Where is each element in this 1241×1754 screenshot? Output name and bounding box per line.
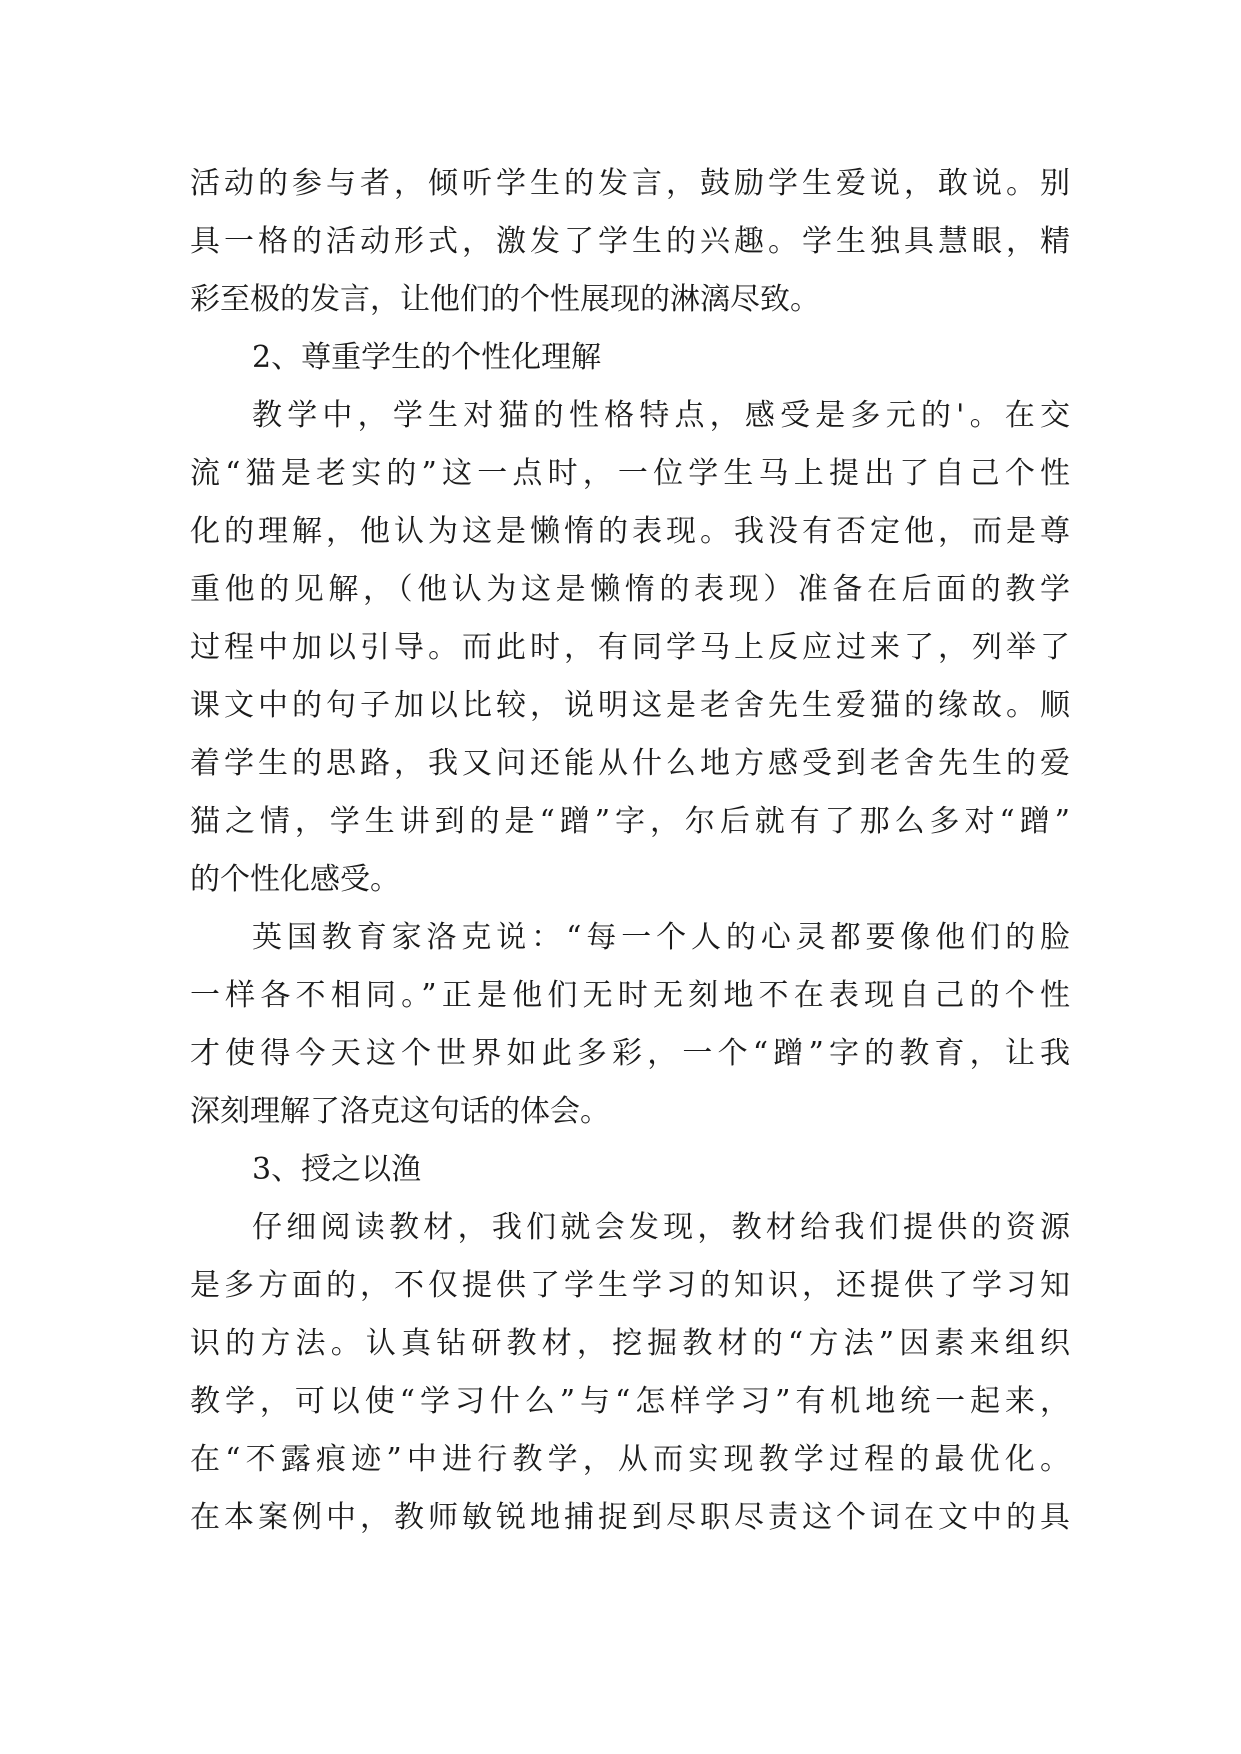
text-line: 3、授之以渔: [252, 1152, 422, 1187]
text-line: 彩至极的发言，让他们的个性展现的淋漓尽致。: [190, 282, 820, 317]
text-line: 的个性化感受。: [190, 862, 400, 897]
text-line: 化的理解，他认为这是懒惰的表现。我没有否定他，而是尊: [190, 514, 1070, 549]
text-line: 在“不露痕迹”中进行教学，从而实现教学过程的最优化。: [190, 1442, 1070, 1477]
text-line: 才使得今天这个世界如此多彩，一个“蹭”字的教育，让我: [190, 1036, 1070, 1071]
text-line: 教学，可以使“学习什么”与“怎样学习”有机地统一起来，: [190, 1384, 1070, 1419]
text-line: 2、尊重学生的个性化理解: [252, 340, 602, 375]
text-line: 仔细阅读教材，我们就会发现，教材给我们提供的资源: [252, 1210, 1070, 1245]
text-line: 课文中的句子加以比较，说明这是老舍先生爱猫的缘故。顺: [190, 688, 1070, 723]
text-line: 深刻理解了洛克这句话的体会。: [190, 1094, 610, 1129]
text-line: 在本案例中，教师敏锐地捕捉到尽职尽责这个词在文中的具: [190, 1500, 1070, 1535]
text-line: 英国教育家洛克说：“每一个人的心灵都要像他们的脸: [252, 920, 1070, 955]
text-line: 一样各不相同。”正是他们无时无刻地不在表现自己的个性: [190, 978, 1070, 1013]
text-line: 识的方法。认真钻研教材，挖掘教材的“方法”因素来组织: [190, 1326, 1070, 1361]
document-page: [190, 155, 1070, 1547]
text-line: 重他的见解，（他认为这是懒惰的表现）准备在后面的教学: [190, 572, 1070, 607]
text-line: 是多方面的，不仅提供了学生学习的知识，还提供了学习知: [190, 1268, 1070, 1303]
text-line: 具一格的活动形式，激发了学生的兴趣。学生独具慧眼，精: [190, 224, 1070, 259]
text-line: 活动的参与者，倾听学生的发言，鼓励学生爱说，敢说。别: [190, 166, 1070, 201]
text-line: 流“猫是老实的”这一点时，一位学生马上提出了自己个性: [190, 456, 1070, 491]
text-line: 猫之情，学生讲到的是“蹭”字，尔后就有了那么多对“蹭”: [190, 804, 1070, 839]
text-line: 着学生的思路，我又问还能从什么地方感受到老舍先生的爱: [190, 746, 1070, 781]
text-line: 过程中加以引导。而此时，有同学马上反应过来了，列举了: [190, 630, 1070, 665]
text-line: 教学中，学生对猫的性格特点，感受是多元的'。在交: [252, 398, 1070, 433]
